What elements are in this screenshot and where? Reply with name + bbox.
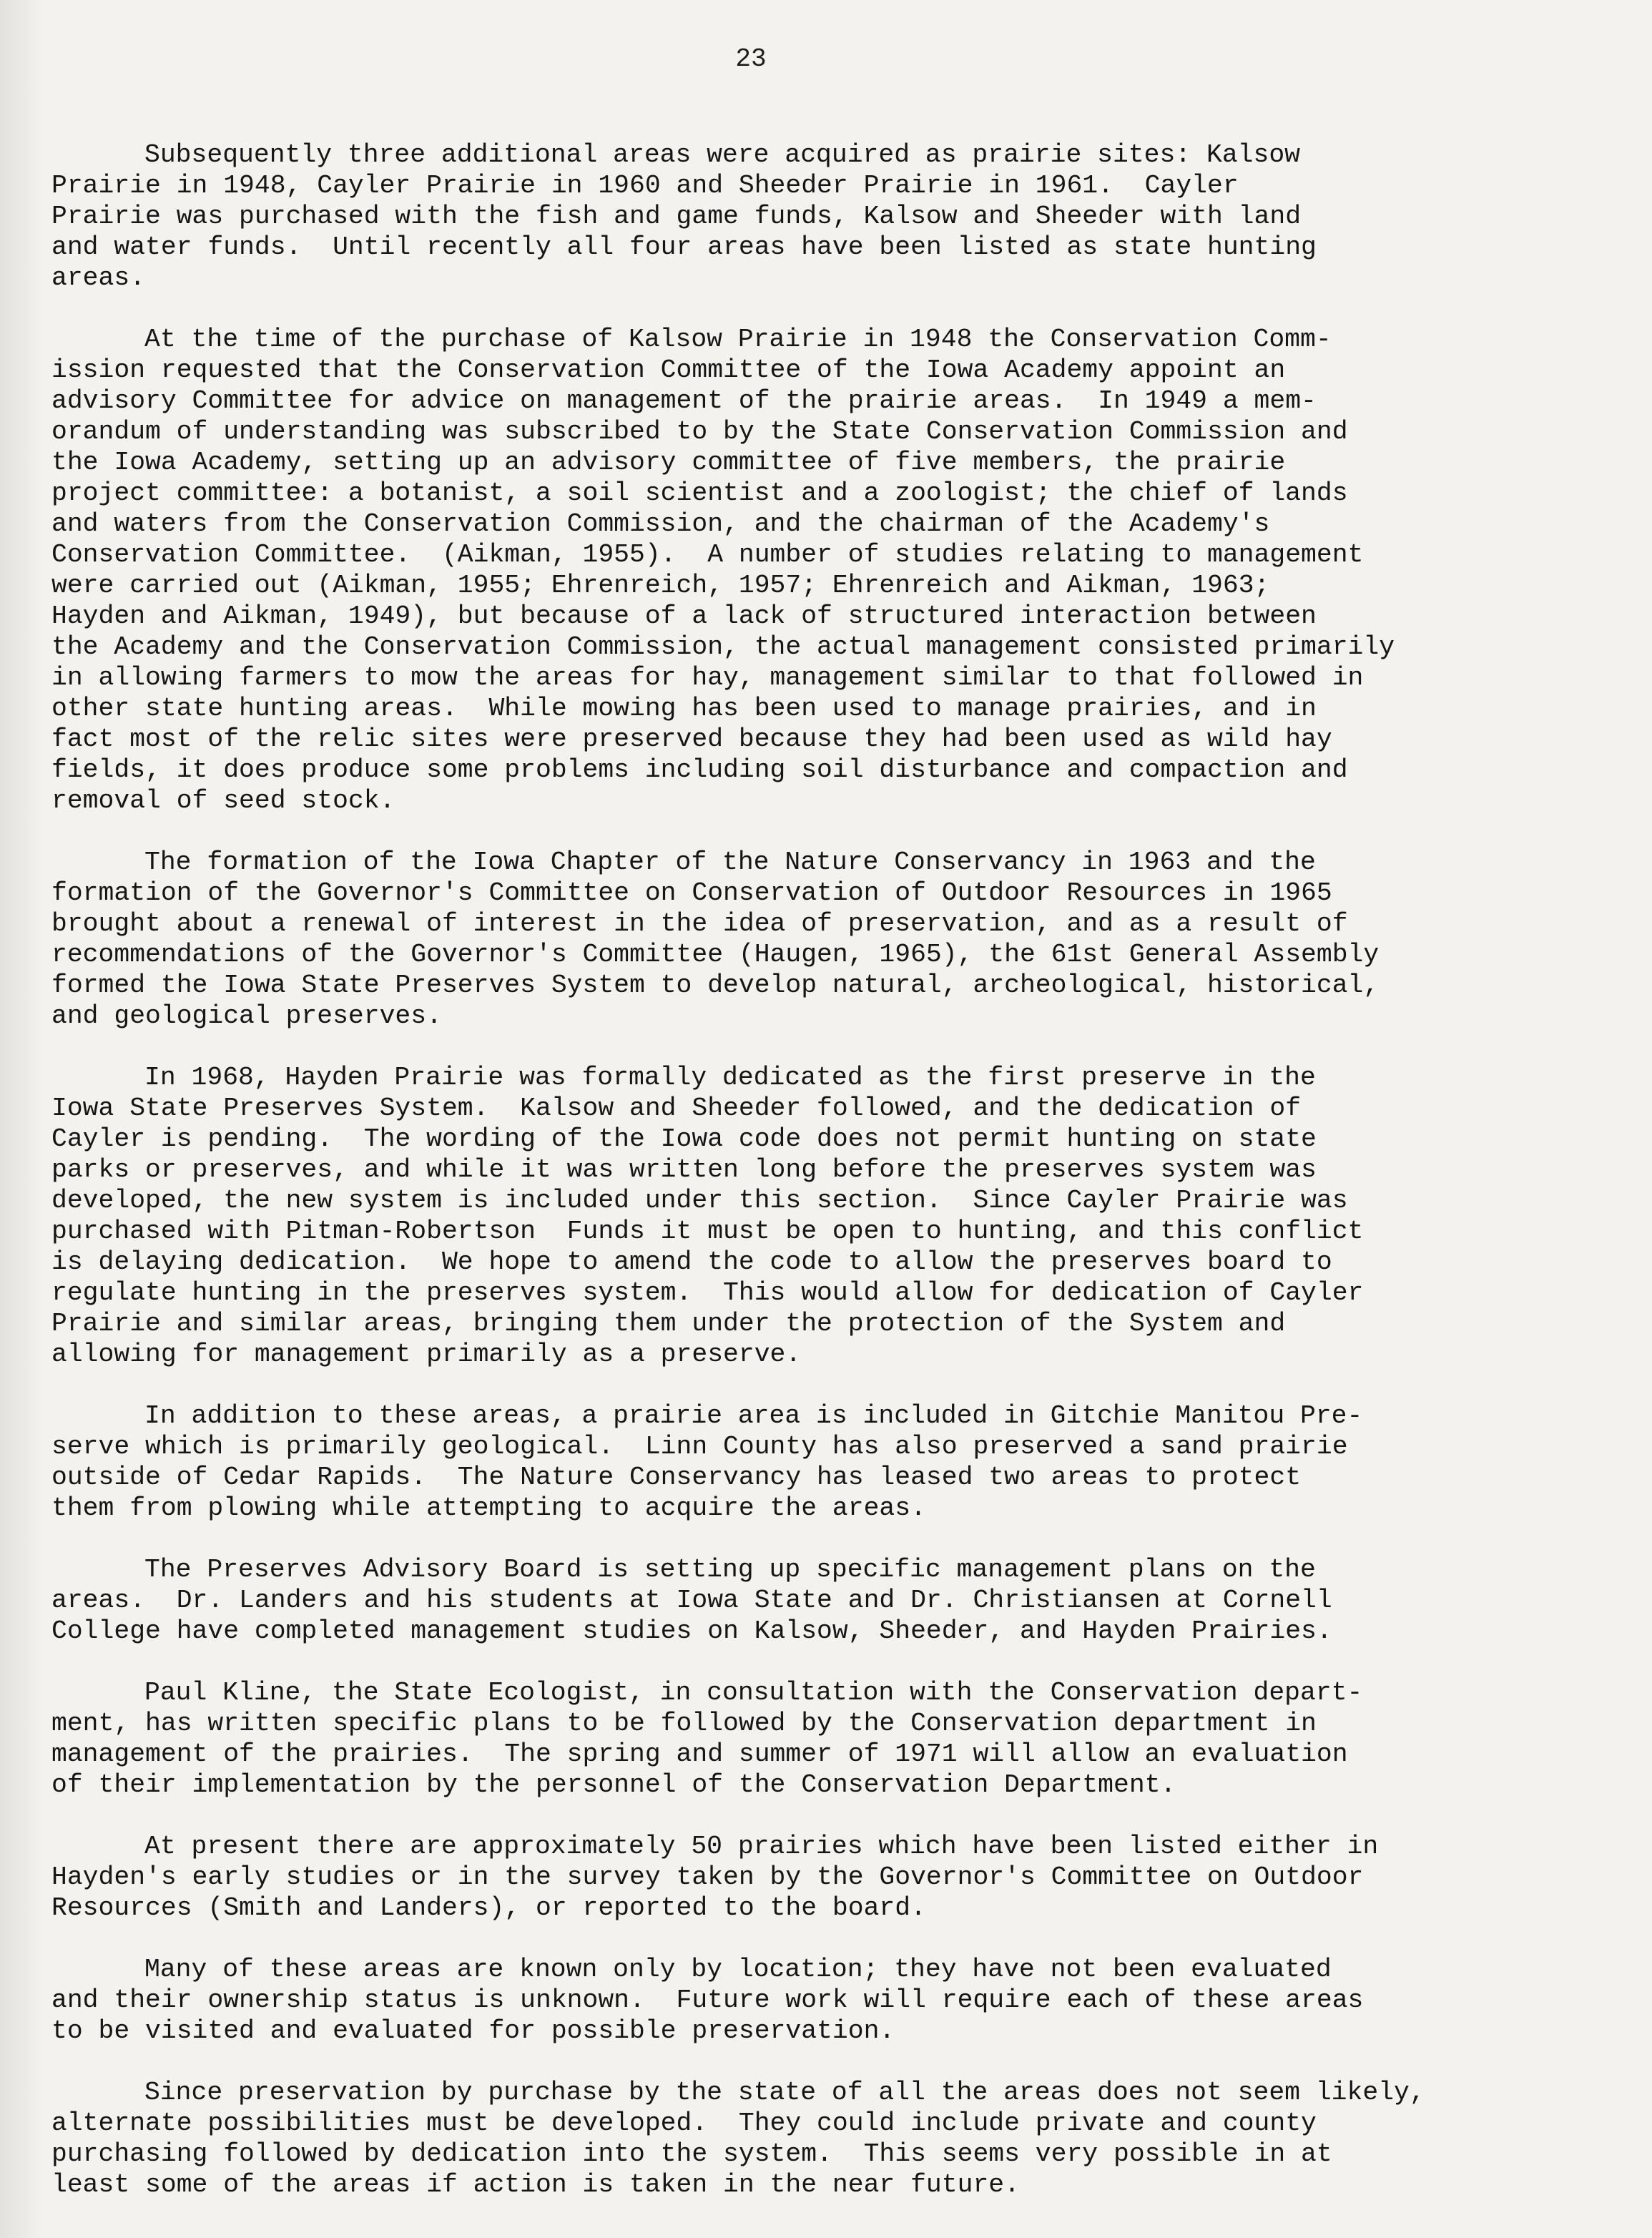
- text-line: orandum of understanding was subscribed to by the State Conservation Commission and: [51, 417, 1348, 446]
- text-line: alternate possibilities must be developed. They could include private and county: [51, 2109, 1317, 2138]
- text-line: brought about a renewal of interest in the idea of preservation, and as a result of: [51, 909, 1348, 938]
- text-line: project committee: a botanist, a soil scientist and a zoologist; the chief of lands: [51, 478, 1348, 508]
- text-line: the Academy and the Conservation Commission, the actual management consisted primarily: [51, 632, 1395, 662]
- page-edge-shadow: [0, 0, 43, 2238]
- text-line: Cayler is pending. The wording of the Iowa code does not permit hunting on state: [51, 1124, 1317, 1154]
- text-line: outside of Cedar Rapids. The Nature Conservancy has leased two areas to protect: [51, 1463, 1302, 1492]
- text-line: and water funds. Until recently all four areas have been listed as state hunting: [51, 232, 1317, 262]
- text-line: ission requested that the Conservation Committee of the Iowa Academy appoint an: [51, 355, 1286, 385]
- text-line: of their implementation by the personnel of the Conservation Department.: [51, 1770, 1176, 1800]
- page-number: 23: [735, 44, 767, 74]
- text-line: Paul Kline, the State Ecologist, in consultation with the Conservation depart-: [144, 1678, 1363, 1707]
- text-line: Prairie was purchased with the fish and game funds, Kalsow and Sheeder with land: [51, 202, 1302, 231]
- paragraph: [51, 847, 1632, 1031]
- text-line: Conservation Committee. (Aikman, 1955). A number of studies relating to management: [51, 540, 1364, 569]
- text-line: removal of seed stock.: [51, 786, 395, 815]
- text-line: Hayden's early studies or in the survey taken by the Governor's Committee on Outdoor: [51, 1862, 1364, 1892]
- text-line: At the time of the purchase of Kalsow Prairie in 1948 the Conservation Comm-: [144, 325, 1332, 354]
- text-line: other state hunting areas. While mowing has been used to manage prairies, and in: [51, 694, 1317, 723]
- text-line: Since preservation by purchase by the state of all the areas does not seem likely,: [144, 2078, 1425, 2107]
- paragraph: [51, 139, 1632, 293]
- text-line: At present there are approximately 50 prairies which have been listed either in: [144, 1832, 1379, 1861]
- text-line: formation of the Governor's Committee on Conservation of Outdoor Resources in 1965: [51, 878, 1332, 908]
- text-line: recommendations of the Governor's Committee (Haugen, 1965), the 61st General Assembly: [51, 940, 1380, 969]
- text-line: In 1968, Hayden Prairie was formally dedicated as the first preserve in the: [144, 1063, 1316, 1092]
- paragraph: [51, 1062, 1632, 1370]
- text-line: them from plowing while attempting to acquire the areas.: [51, 1493, 926, 1523]
- text-line: Iowa State Preserves System. Kalsow and Sheeder followed, and the dedication of: [51, 1094, 1302, 1123]
- text-line: developed, the new system is included under this section. Since Cayler Prairie was: [51, 1186, 1348, 1215]
- paragraph: [51, 2077, 1632, 2200]
- paragraph: [51, 1831, 1632, 1923]
- paragraph: [51, 1677, 1632, 1800]
- text-line: parks or preserves, and while it was written long before the preserves system was: [51, 1155, 1317, 1184]
- text-line: and geological preserves.: [51, 1001, 442, 1031]
- text-line: is delaying dedication. We hope to amend the code to allow the preserves board to: [51, 1247, 1332, 1277]
- text-line: Prairie and similar areas, bringing them under the protection of the System and: [51, 1309, 1286, 1338]
- text-line: purchasing followed by dedication into the system. This seems very possible in at: [51, 2139, 1332, 2169]
- text-line: the Iowa Academy, setting up an advisory committee of five members, the prairie: [51, 448, 1286, 477]
- text-line: to be visited and evaluated for possible preservation.: [51, 2016, 895, 2046]
- text-line: allowing for management primarily as a preserve.: [51, 1340, 802, 1369]
- text-line: Subsequently three additional areas were acquired as prairie sites: Kalsow: [144, 140, 1301, 170]
- text-line: fact most of the relic sites were preserved because they had been used as wild hay: [51, 725, 1332, 754]
- paragraph: [51, 1554, 1632, 1646]
- text-line: The Preserves Advisory Board is setting up specific management plans on the: [144, 1555, 1316, 1584]
- text-line: formed the Iowa State Preserves System to develop natural, archeological, historical,: [51, 971, 1380, 1000]
- paragraph: [51, 324, 1632, 816]
- text-line: management of the prairies. The spring and summer of 1971 will allow an evaluation: [51, 1739, 1348, 1769]
- text-line: areas. Dr. Landers and his students at Iowa State and Dr. Christiansen at Cornell: [51, 1586, 1332, 1615]
- body-text: [51, 139, 1632, 2231]
- text-line: fields, it does produce some problems including soil disturbance and compaction and: [51, 755, 1348, 785]
- text-line: In addition to these areas, a prairie area is included in Gitchie Manitou Pre-: [144, 1401, 1363, 1430]
- text-line: and their ownership status is unknown. Future work will require each of these areas: [51, 1986, 1364, 2015]
- text-line: College have completed management studies on Kalsow, Sheeder, and Hayden Prairies.: [51, 1616, 1332, 1646]
- text-line: regulate hunting in the preserves system. This would allow for dedication of Cayler: [51, 1278, 1364, 1307]
- paragraph: [51, 1400, 1632, 1523]
- text-line: in allowing farmers to mow the areas for hay, management similar to that followed in: [51, 663, 1364, 692]
- text-line: The formation of the Iowa Chapter of the Nature Conservancy in 1963 and the: [144, 848, 1316, 877]
- text-line: serve which is primarily geological. Linn County has also preserved a sand prairie: [51, 1432, 1348, 1461]
- text-line: and waters from the Conservation Commission, and the chairman of the Academy's: [51, 509, 1270, 539]
- text-line: least some of the areas if action is taken in the near future.: [51, 2170, 1020, 2199]
- text-line: Many of these areas are known only by location; they have not been evaluated: [144, 1955, 1332, 1984]
- text-line: Hayden and Aikman, 1949), but because of a lack of structured interaction between: [51, 602, 1317, 631]
- text-line: were carried out (Aikman, 1955; Ehrenreich, 1957; Ehrenreich and Aikman, 1963;: [51, 571, 1270, 600]
- text-line: Resources (Smith and Landers), or reported to the board.: [51, 1893, 926, 1923]
- text-line: purchased with Pitman-Robertson Funds it must be open to hunting, and this conflict: [51, 1217, 1364, 1246]
- text-line: Prairie in 1948, Cayler Prairie in 1960 and Sheeder Prairie in 1961. Cayler: [51, 171, 1239, 200]
- text-line: ment, has written specific plans to be followed by the Conservation department in: [51, 1709, 1317, 1738]
- text-line: areas.: [51, 263, 146, 293]
- text-line: advisory Committee for advice on management of the prairie areas. In 1949 a mem-: [51, 386, 1317, 416]
- paragraph: [51, 1954, 1632, 2046]
